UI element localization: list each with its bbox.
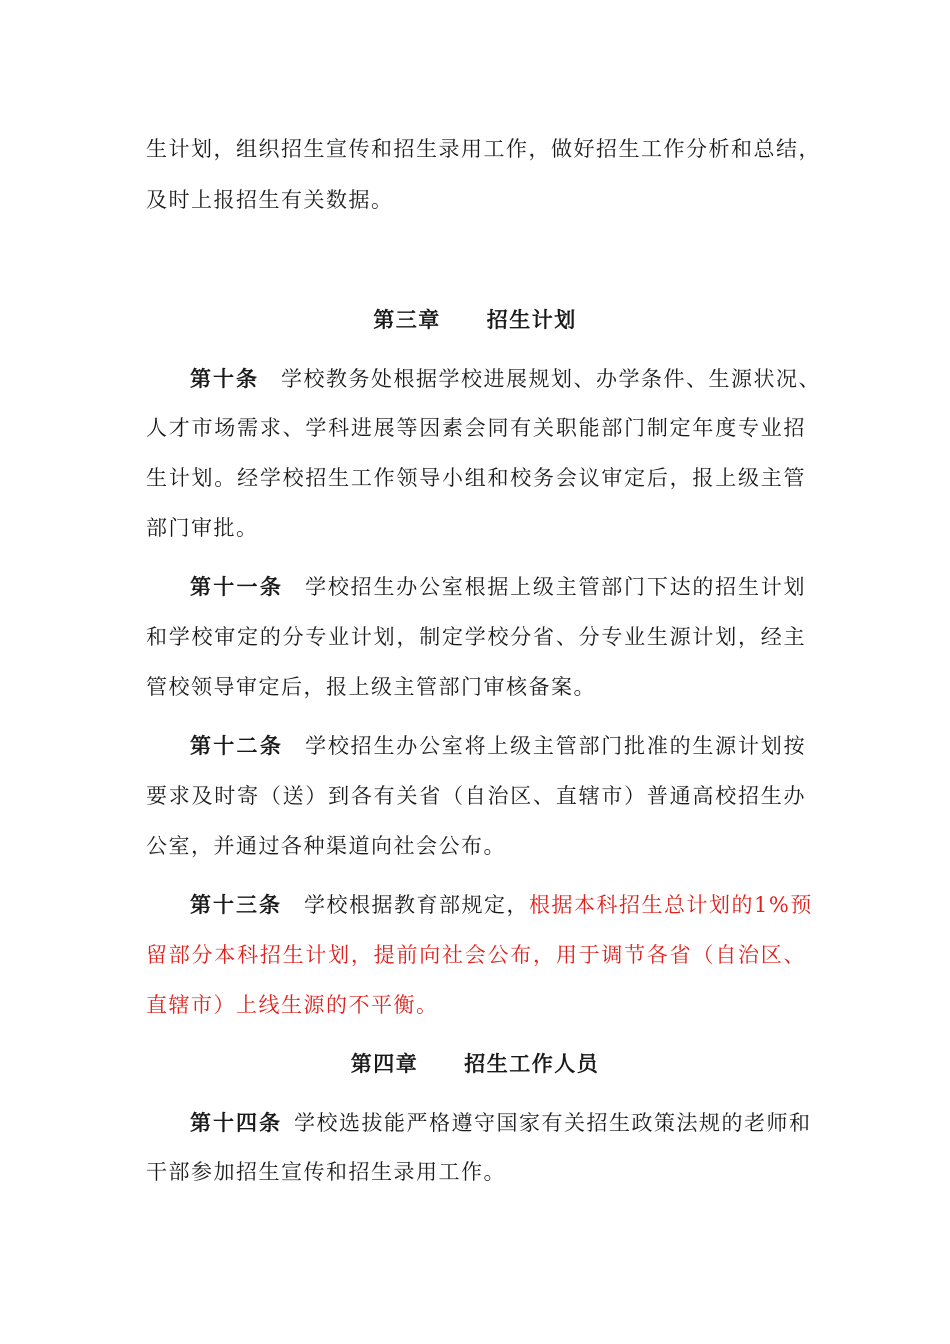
- article-10-line-3: 生计划。经学校招生工作领导小组和校务会议审定后，报上级主管: [146, 466, 806, 490]
- article-14-line-2: 干部参加招生宣传和招生录用工作。: [146, 1160, 506, 1184]
- article-14-label: 第十四条: [190, 1111, 282, 1135]
- chapter-3-heading: [0, 305, 950, 335]
- article-14-line-1: [190, 1108, 812, 1138]
- article-12-label: 第十二条: [190, 734, 284, 758]
- article-12-line-2: 要求及时寄（送）到各有关省（自治区、直辖市）普通高校招生办: [146, 784, 806, 808]
- article-13-line-2: 留部分本科招生计划，提前向社会公布，用于调节各省（自治区、: [146, 943, 806, 967]
- article-11-line-2: 和学校审定的分专业计划，制定学校分省、分专业生源计划，经主: [146, 625, 806, 649]
- article-13-line-3: 直辖市）上线生源的不平衡。: [146, 993, 439, 1017]
- article-14-text-1: 学校选拔能严格遵守国家有关招生政策法规的老师和: [294, 1111, 812, 1135]
- article-13-text-1: 学校根据教育部规定，: [304, 893, 529, 917]
- article-13-line-1: [190, 890, 813, 920]
- article-12-text-1: 学校招生办公室将上级主管部门批准的生源计划按: [305, 734, 807, 758]
- chapter-4-heading: [0, 1049, 950, 1079]
- chapter-4-title: 招生工作人员: [464, 1052, 600, 1076]
- article-10-label: 第十条: [190, 367, 259, 391]
- article-11-line-1: [190, 572, 806, 602]
- article-10-line-4: 部门审批。: [146, 516, 259, 540]
- article-11-label: 第十一条: [190, 575, 284, 599]
- chapter-4-number: 第四章: [350, 1052, 419, 1076]
- chapter-3-title: 招生计划: [486, 308, 577, 332]
- article-12-line-1: [190, 731, 806, 761]
- article-11-line-3: 管校领导审定后，报上级主管部门审核备案。: [146, 675, 596, 699]
- article-13-highlight-1: 根据本科招生总计划的1%预: [529, 893, 813, 917]
- article-13-label: 第十三条: [190, 893, 282, 917]
- chapter-3-number: 第三章: [373, 308, 441, 332]
- continuation-line-1: 生计划，组织招生宣传和招生录用工作，做好招生工作分析和总结，: [146, 137, 821, 161]
- continuation-line-2: 及时上报招生有关数据。: [146, 188, 394, 212]
- article-10-line-2: 人才市场需求、学科进展等因素会同有关职能部门制定年度专业招: [146, 416, 806, 440]
- article-12-line-3: 公室，并通过各种渠道向社会公布。: [146, 834, 506, 858]
- article-10-line-1: [190, 364, 821, 394]
- article-11-text-1: 学校招生办公室根据上级主管部门下达的招生计划: [305, 575, 807, 599]
- article-10-text-1: 学校教务处根据学校进展规划、办学条件、生源状况、: [281, 367, 821, 391]
